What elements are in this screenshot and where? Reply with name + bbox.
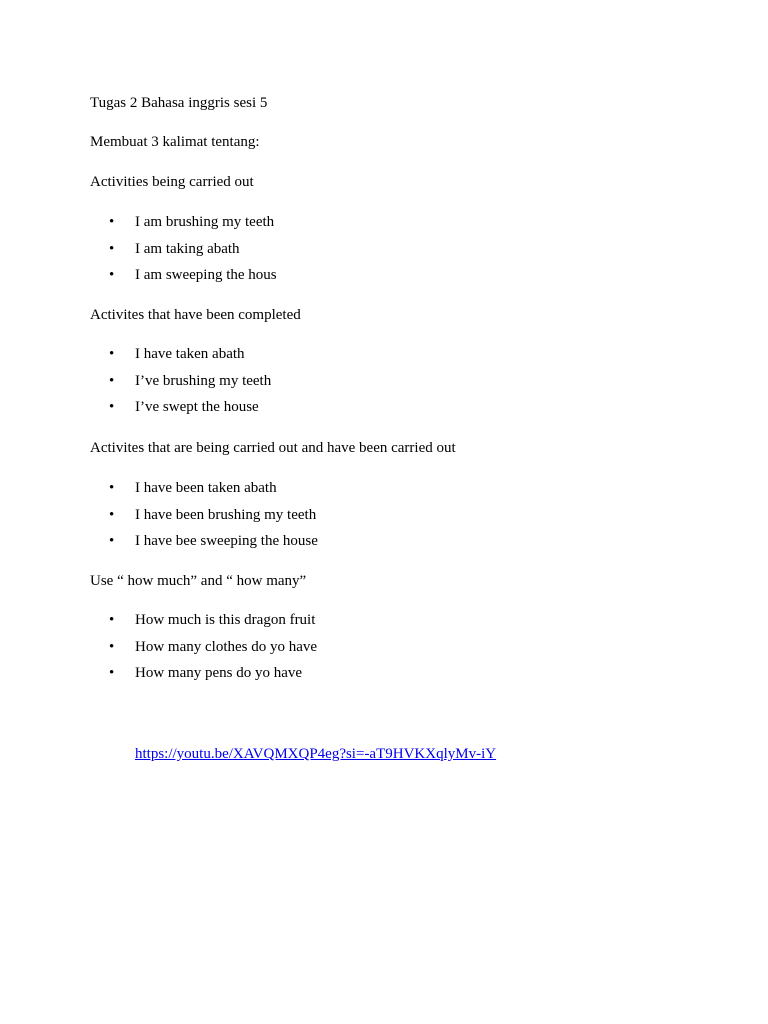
section-heading: Activites that have been completed <box>90 307 301 323</box>
section-heading: Use “ how much” and “ how many” <box>90 573 307 589</box>
bullet-icon: • <box>109 480 115 496</box>
bullet-icon: • <box>109 665 115 682</box>
list-item-text: I’ve swept the house <box>135 399 259 416</box>
bullet-icon: • <box>109 346 115 362</box>
youtube-link[interactable]: https://youtu.be/XAVQMXQP4eg?si=-aT9HVKXqlyMv-iY <box>135 746 497 762</box>
bullet-icon: • <box>109 612 115 628</box>
list-item-text: I have been brushing my teeth <box>135 506 317 523</box>
list-item-text: I am brushing my teeth <box>135 214 275 230</box>
list-item-text: I have taken abath <box>135 346 245 362</box>
bullet-icon: • <box>109 372 115 389</box>
list-item-text: I am sweeping the hous <box>135 267 277 284</box>
bullet-icon: • <box>109 214 115 230</box>
intro-text: Membuat 3 kalimat tentang: <box>90 134 260 150</box>
list-item-text: How many pens do yo have <box>135 665 303 682</box>
list-item-text: How many clothes do yo have <box>135 638 318 655</box>
list-item-text: I have been taken abath <box>135 480 277 496</box>
bullet-icon: • <box>109 638 115 655</box>
bullet-icon: • <box>109 240 115 257</box>
list-item-text: I’ve brushing my teeth <box>135 372 272 389</box>
bullet-icon: • <box>109 533 115 550</box>
bullet-icon: • <box>109 399 115 416</box>
list-item-text: How much is this dragon fruit <box>135 612 316 628</box>
bullet-icon: • <box>109 506 115 523</box>
list-item-text: I am taking abath <box>135 240 240 257</box>
list-item-text: I have bee sweeping the house <box>135 533 318 550</box>
document-title: Tugas 2 Bahasa inggris sesi 5 <box>90 95 268 111</box>
section-heading: Activities being carried out <box>90 174 254 190</box>
section-heading: Activites that are being carried out and have been carried out <box>90 440 456 456</box>
bullet-icon: • <box>109 267 115 284</box>
